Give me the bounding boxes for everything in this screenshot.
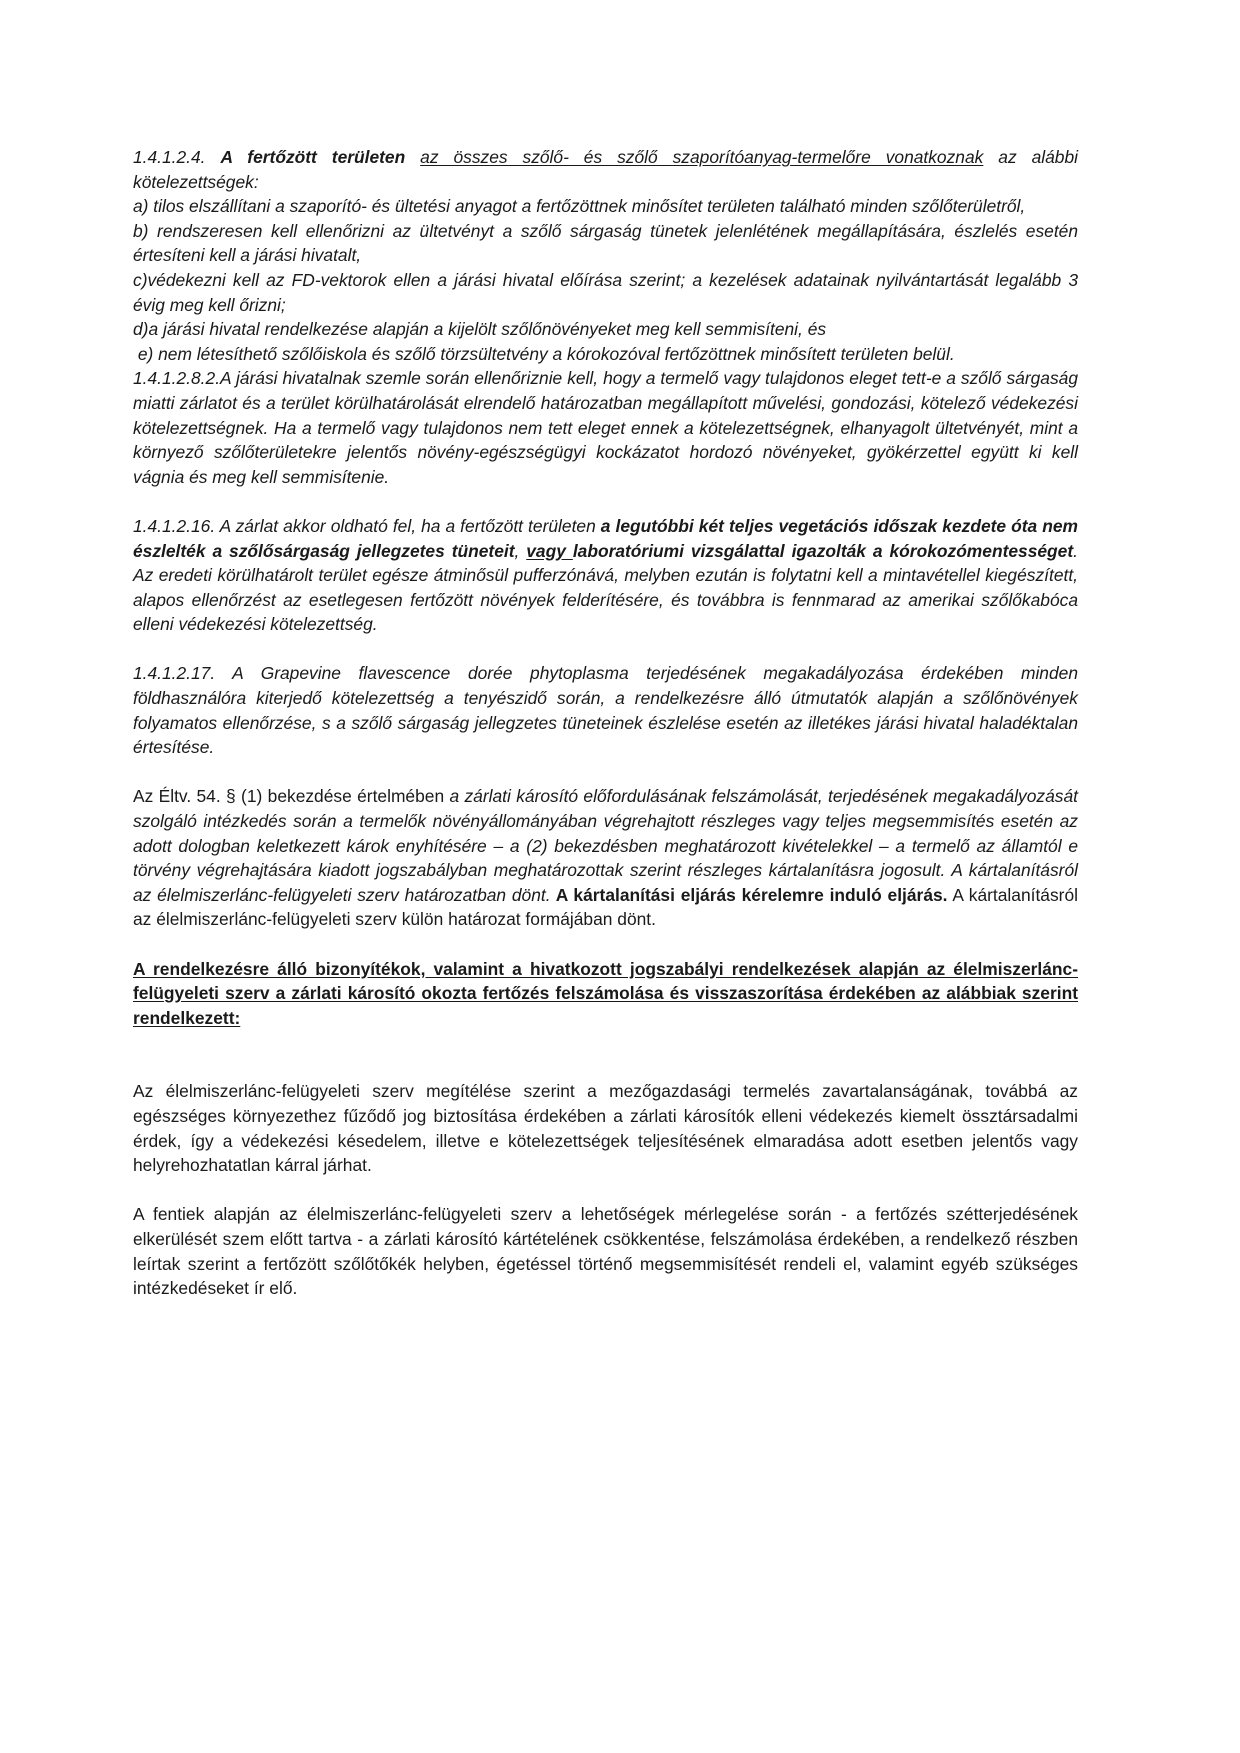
underlined-scope: az összes szőlő- és szőlő szaporítóanyag-termelőre vonatkoznak [420,147,984,167]
spacer [133,1178,1078,1203]
section-1-4-1-2-8-2: 1.4.1.2.8.2.A járási hivatalnak szemle során ellenőriznie kell, hogy a termelő vagy tulajdonos eleget tett-e a szőlő sárgaság miatti zárlatot és a terület körülhatárolását elrendelő határozatban megállapított művelési, gondozási, kötelező védekezési kötelezettségnek. Ha a termelő vagy tulajdonos nem tett eleget ennek a kötelezettségnek, elhanyagolt ültetvényét, mint a környező szőlőterületekre jelentős növény-egészségügyi kockázatot hordozó növényeket, gyökérzettel együtt ki kell vágnia és meg kell semmisítenie. [133,368,1078,487]
eltv-upright-lead: Az Éltv. 54. § (1) bekezdése értelmében [133,786,450,807]
spacer [133,932,1078,957]
spacer [133,489,1078,514]
eltv-upright-end: A kártalanításról az élelmiszerlánc-felügyeleti szerv külön határozat formájában dönt. [133,884,1083,930]
obligation-item-d: d)a járási hivatal rendelkezése alapján a kijelölt szőlőnövényeket meg kell semmisíteni, és [133,319,827,340]
bold-lead: A fertőzött területen [220,147,406,167]
document-page [133,145,1083,1301]
section-1-4-1-2-4-intro [133,145,1078,194]
intro-rest: az alábbi kötelezettségek: [133,147,1078,192]
section-1-4-1-2-16 [133,514,1083,637]
decision-heading: A rendelkezésre álló bizonyítékok, valamint a hivatkozott jogszabályi rendelkezések alapján az élelmiszerlánc-felügyeleti szerv a zárlati károsító okozta fertőzés felszámolása és visszaszorítása érdekében az alábbiak szerint rendelkezett: [133,958,1078,1028]
comma: , [514,540,527,561]
eltv-paragraph [133,784,1083,932]
section-1-4-1-2-17: 1.4.1.2.17. A Grapevine flavescence dorée phytoplasma terjedésének megakadályozása érdekében minden földhasználóra kiterjedő kötelezettség a tenyészidő során, a rendelkezésre álló útmutatók alapján a szőlőnövények folyamatos ellenőrzése, s a szőlő sárgaság jellegzetes tüneteinek észlelése esetén az illetékes járási hivatal haladéktalan értesítése. [133,663,1078,758]
obligation-item-c: c)védekezni kell az FD-vektorok ellen a járási hivatal előírása szerint; a kezelések adatainak nyilvántartását legalább 3 évig meg kell őrizni; [133,269,1078,315]
assessment-paragraph: Az élelmiszerlánc-felügyeleti szerv megítélése szerint a mezőgazdasági termelés zavartalanságának, továbbá az egészséges környezethez fűződő jog biztosítása érdekében a zárlati károsítók elleni védekezés kiemelt össztársadalmi érdek, így a védekezési késedelem, illetve e kötelezettségek teljesítésének elmaradása adott esetben jelentős vagy helyrehozhatatlan kárral járhat. [133,1081,1078,1176]
bold-condition-1: a legutóbbi két teljes vegetációs időszak kezdete óta nem észlelték a szőlősárgaság jellegzetes tüneteit [133,515,1083,561]
obligation-item-b: b) rendszeresen kell ellenőrizni az ültetvényt a szőlő sárgaság tünetek jelenlétének megállapítására, észlelés esetén értesíteni kell a járási hivatalt, [133,220,1078,266]
rest-text: . Az eredeti körülhatárolt terület egésze átminősül pufferzónává, melyben ezután is folytatni kell a mintavétellel kiegészített, alapos ellenőrzést az esetlegesen fertőzött növények felderítésére, és továbbra is fennmarad az amerikai szőlőkabóca elleni védekezési kötelezettség. [133,540,1083,635]
section-number: 1.4.1.2.4. [133,147,206,167]
lead-text: 1.4.1.2.16. A zárlat akkor oldható fel, ha a fertőzött területen [133,515,601,536]
obligation-item-e: e) nem létesíthető szőlőiskola és szőlő törzsültetvény a kórokozóval fertőzöttnek minősített területen belül. [133,343,955,364]
spacer [133,760,1078,785]
obligation-item-a: a) tilos elszállítani a szaporító- és ültetési anyagot a fertőzöttnek minősítet területen található minden szőlőterületről, [133,196,1026,217]
eltv-bold-statement: A kártalanítási eljárás kérelemre induló eljárás. [550,884,948,905]
spacer [133,637,1078,662]
conclusion-paragraph: A fentiek alapján az élelmiszerlánc-felügyeleti szerv a lehetőségek mérlegelése során - a fertőzés szétterjedésének elkerülését szem előtt tartva - a zárlati károsító kártételének csökkentése, felszámolása érdekében, a rendelkező részben leírtak szerint a fertőzött szőlőtőkék helyben, égetéssel történő megsemmisítését rendeli el, valamint egyéb szükséges intézkedéseket ír elő. [133,1204,1078,1299]
eltv-italic-quote: a zárlati károsító előfordulásának felszámolását, terjedésének megakadályozását szolgáló intézkedés során a termelők növényállományában végrehajtott részleges vagy teljes megsemmisítés esetén az adott dologban keletkezett károk enyhítésére – a (2) bekezdésben meghatározott kivételekkel – a termelő az államtól e törvény végrehajtására kiadott jogszabályban meghatározottak szerint részleges kártalanításra jogosult. A kártalanításról az élelmiszerlánc-felügyeleti szerv határozatban dönt. [133,786,1083,905]
underlined-vagy: vagy [526,540,573,561]
spacer [133,1030,1078,1079]
bold-condition-2: laboratóriumi vizsgálattal igazolták a kórokozómentességet [572,540,1074,561]
